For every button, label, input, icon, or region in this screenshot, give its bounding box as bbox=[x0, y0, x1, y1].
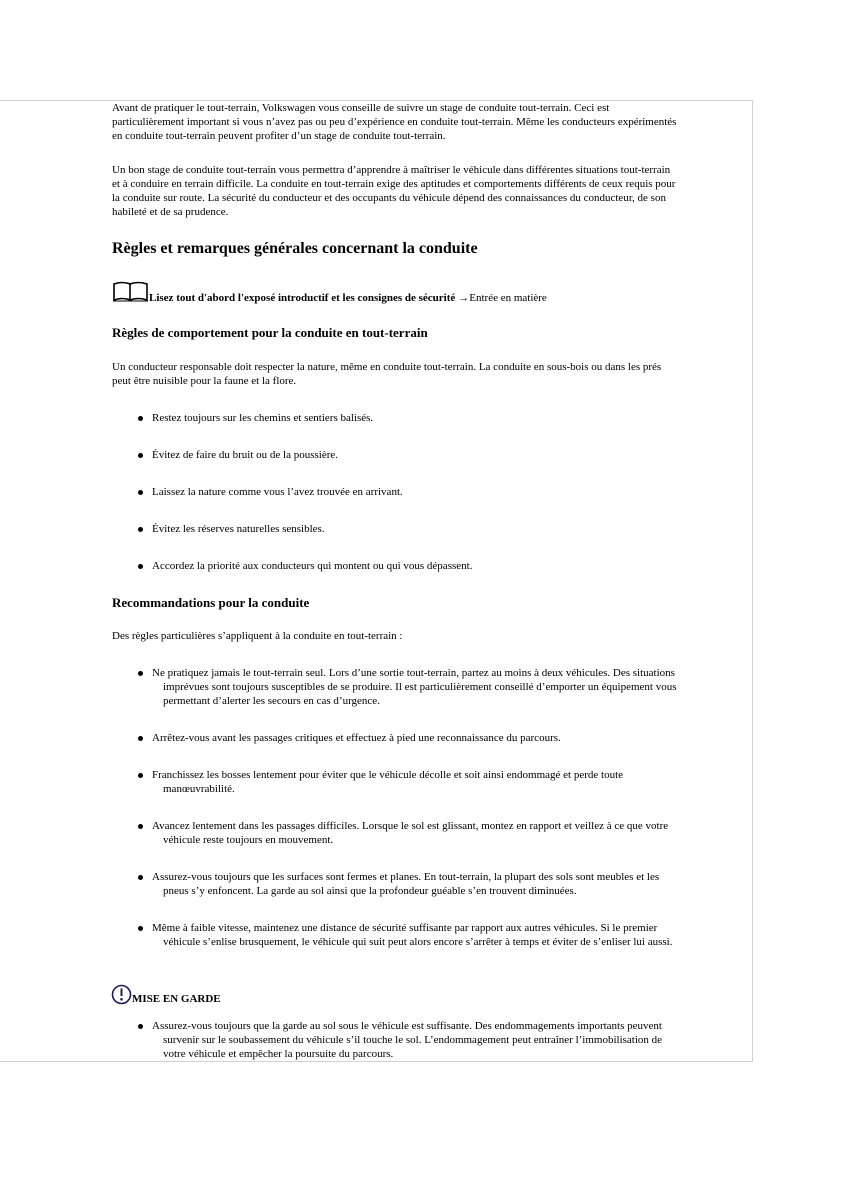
list-item bbox=[0, 819, 752, 847]
paragraph-line: Des règles particulières s’appliquent à la conduite en tout-terrain : bbox=[112, 630, 403, 642]
bullet-dot bbox=[138, 773, 143, 778]
bullet-dot bbox=[138, 564, 143, 569]
list-item-line: véhicule reste toujours en mouvement. bbox=[163, 834, 334, 846]
intro-paragraph-2 bbox=[0, 163, 752, 219]
list-item-text: Évitez de faire du bruit ou de la poussière. bbox=[152, 449, 339, 461]
list-item-line: permettant d’alerter les secours en cas d’urgence. bbox=[163, 695, 380, 707]
list-item-line: Même à faible vitesse, maintenez une distance de sécurité suffisante par rapport aux autres véhicules. Si le premier bbox=[152, 922, 658, 934]
list-item bbox=[0, 1019, 752, 1061]
subheading-behaviour bbox=[0, 325, 752, 341]
list-item bbox=[0, 411, 752, 425]
paragraph-line: et à conduire en terrain difficile. La conduite en tout-terrain exige des aptitudes et comportements différents de ceux requis pour bbox=[112, 178, 676, 190]
read-first-text: Lisez tout d'abord l'exposé introductif et les consignes de sécurité bbox=[149, 292, 456, 304]
list-item-line: Assurez-vous toujours que les surfaces sont fermes et planes. En tout-terrain, la plupart des sols sont meubles et les bbox=[152, 871, 660, 883]
list-item-line: Franchissez les bosses lentement pour éviter que le véhicule décolle et soit ainsi endommagé et perde toute bbox=[152, 769, 624, 781]
list-item-line: Assurez-vous toujours que la garde au sol sous le véhicule est suffisante. Des endommagements importants peuvent bbox=[152, 1020, 662, 1032]
list-item-text: Accordez la priorité aux conducteurs qui montent ou qui vous dépassent. bbox=[152, 560, 473, 572]
list-item bbox=[0, 870, 752, 898]
subheading-title: Recommandations pour la conduite bbox=[112, 595, 310, 610]
recommendations-intro bbox=[0, 629, 752, 643]
bullet-dot bbox=[138, 490, 143, 495]
list-item bbox=[0, 448, 752, 462]
list-item bbox=[0, 666, 752, 708]
list-item-line: survenir sur le soubassement du véhicule s’il touche le sol. L’endommagement peut entraîner l’immobilisation de bbox=[163, 1034, 663, 1046]
bullet-dot bbox=[138, 527, 143, 532]
bullet-dot bbox=[138, 671, 143, 676]
subheading-title: Règles de comportement pour la conduite en tout-terrain bbox=[112, 325, 428, 340]
list-item-line: votre véhicule et empêcher la poursuite du parcours. bbox=[163, 1048, 394, 1060]
list-item bbox=[0, 731, 752, 745]
list-item-line: Ne pratiquez jamais le tout-terrain seul. Lors d’une sortie tout-terrain, partez au moins à deux véhicules. Des situations bbox=[152, 667, 675, 679]
list-item-line: Avancez lentement dans les passages difficiles. Lorsque le sol est glissant, montez en rapport et veillez à ce que votre bbox=[152, 820, 669, 832]
list-item bbox=[0, 522, 752, 536]
paragraph-line: la conduite sur route. La sécurité du conducteur et des occupants du véhicule dépend des connaissances du conducteur, de son bbox=[112, 192, 666, 204]
bullet-dot bbox=[138, 1024, 143, 1029]
paragraph-line: Un bon stage de conduite tout-terrain vous permettra d’apprendre à maîtriser le véhicule dans différentes situations tout-terrain bbox=[112, 164, 671, 176]
list-item-line: manœuvrabilité. bbox=[163, 783, 235, 795]
intro-paragraph-1 bbox=[0, 101, 752, 143]
warning-icon bbox=[111, 984, 132, 1010]
read-first-note bbox=[149, 291, 547, 305]
bullet-dot bbox=[138, 736, 143, 741]
warning-title: MISE EN GARDE bbox=[132, 993, 221, 1005]
list-item bbox=[0, 921, 752, 949]
list-item-line: véhicule s’enlise brusquement, le véhicule qui suit peut alors encore s’arrêter à temps et éviter de s’enliser lui aussi. bbox=[163, 936, 673, 948]
paragraph-line: en conduite tout-terrain peuvent profiter d’un stage de conduite tout-terrain. bbox=[112, 130, 446, 142]
paragraph-line: particulièrement important si vous n’avez pas ou peu d’expérience en conduite tout-terrain. Même les conducteurs expérimentés bbox=[112, 116, 677, 128]
subheading-recommendations bbox=[0, 595, 752, 611]
behaviour-intro bbox=[0, 360, 752, 388]
list-item-text: Évitez les réserves naturelles sensibles. bbox=[152, 523, 325, 535]
list-item bbox=[0, 559, 752, 573]
list-item-line: Arrêtez-vous avant les passages critiques et effectuez à pied une reconnaissance du parcours. bbox=[152, 732, 561, 744]
bullet-dot bbox=[138, 875, 143, 880]
list-item bbox=[0, 485, 752, 499]
cross-reference-link[interactable]: →Entrée en matière bbox=[458, 292, 547, 304]
bullet-dot bbox=[138, 416, 143, 421]
section-title: Règles et remarques générales concernant la conduite bbox=[112, 240, 478, 257]
list-item-line: imprévues sont toujours susceptibles de se produire. Il est particulièrement conseillé d’emporter un équipement vous bbox=[163, 681, 677, 693]
bullet-dot bbox=[138, 453, 143, 458]
list-item-text: Laissez la nature comme vous l’avez trouvée en arrivant. bbox=[152, 486, 403, 498]
book-icon bbox=[112, 281, 149, 307]
list-item bbox=[0, 768, 752, 796]
list-item-line: pneus s’y enfoncent. La garde au sol ainsi que la profondeur guéable s’en trouvent diminuées. bbox=[163, 885, 577, 897]
paragraph-line: habileté et de sa prudence. bbox=[112, 206, 229, 218]
paragraph-line: Avant de pratiquer le tout-terrain, Volkswagen vous conseille de suivre un stage de conduite tout-terrain. Ceci est bbox=[112, 102, 610, 114]
section-heading bbox=[0, 239, 752, 259]
bullet-dot bbox=[138, 926, 143, 931]
bullet-dot bbox=[138, 824, 143, 829]
paragraph-line: Un conducteur responsable doit respecter la nature, même en conduite tout-terrain. La conduite en sous-bois ou dans les prés bbox=[112, 361, 662, 373]
list-item-text: Restez toujours sur les chemins et sentiers balisés. bbox=[152, 412, 374, 424]
paragraph-line: peut être nuisible pour la faune et la flore. bbox=[112, 375, 297, 387]
